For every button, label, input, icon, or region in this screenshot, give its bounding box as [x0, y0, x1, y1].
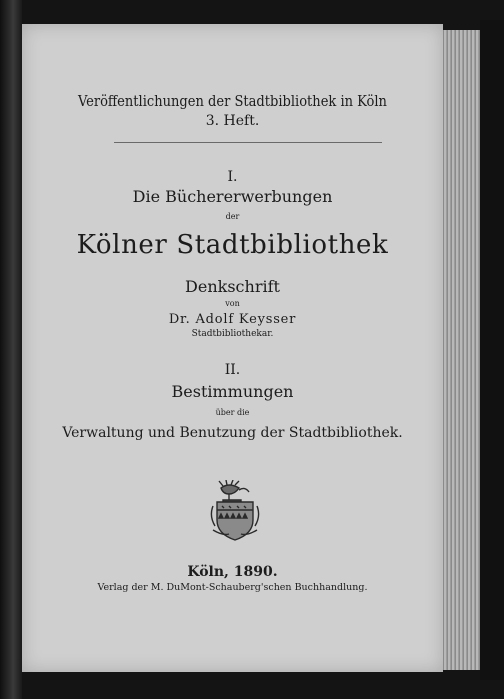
title-page	[22, 24, 443, 672]
by-line: von	[225, 299, 240, 308]
page-edges	[443, 30, 480, 670]
author-name: Dr. Adolf Keysser	[168, 312, 297, 327]
part-one-subtitle: Denkschrift	[185, 277, 280, 296]
publisher: Verlag der M. DuMont-Schauberg'schen Buchhandlung.	[97, 582, 368, 593]
part-one-connector: der	[225, 212, 240, 221]
divider-rule	[114, 142, 382, 143]
author-role: Stadtbibliothekar.	[191, 329, 274, 339]
part-two-numeral: II.	[224, 362, 241, 378]
part-one-title: Die Büchererwerbungen	[132, 187, 333, 206]
scan-background	[480, 20, 504, 680]
coat-of-arms-icon	[209, 480, 261, 542]
part-two-connector: über die	[215, 408, 250, 417]
part-two-subject: Verwaltung und Benutzung der Stadtbibliothek.	[62, 425, 403, 441]
place-and-year: Köln, 1890.	[187, 564, 278, 580]
part-one-numeral: I.	[227, 169, 238, 185]
series-title: Veröffentlichungen der Stadtbibliothek in Köln	[78, 94, 387, 110]
issue-number: 3. Heft.	[205, 113, 260, 129]
main-title: Kölner Stadtbibliothek	[76, 230, 389, 260]
part-two-title: Bestimmungen	[171, 382, 294, 401]
book-binding-left	[0, 0, 22, 699]
